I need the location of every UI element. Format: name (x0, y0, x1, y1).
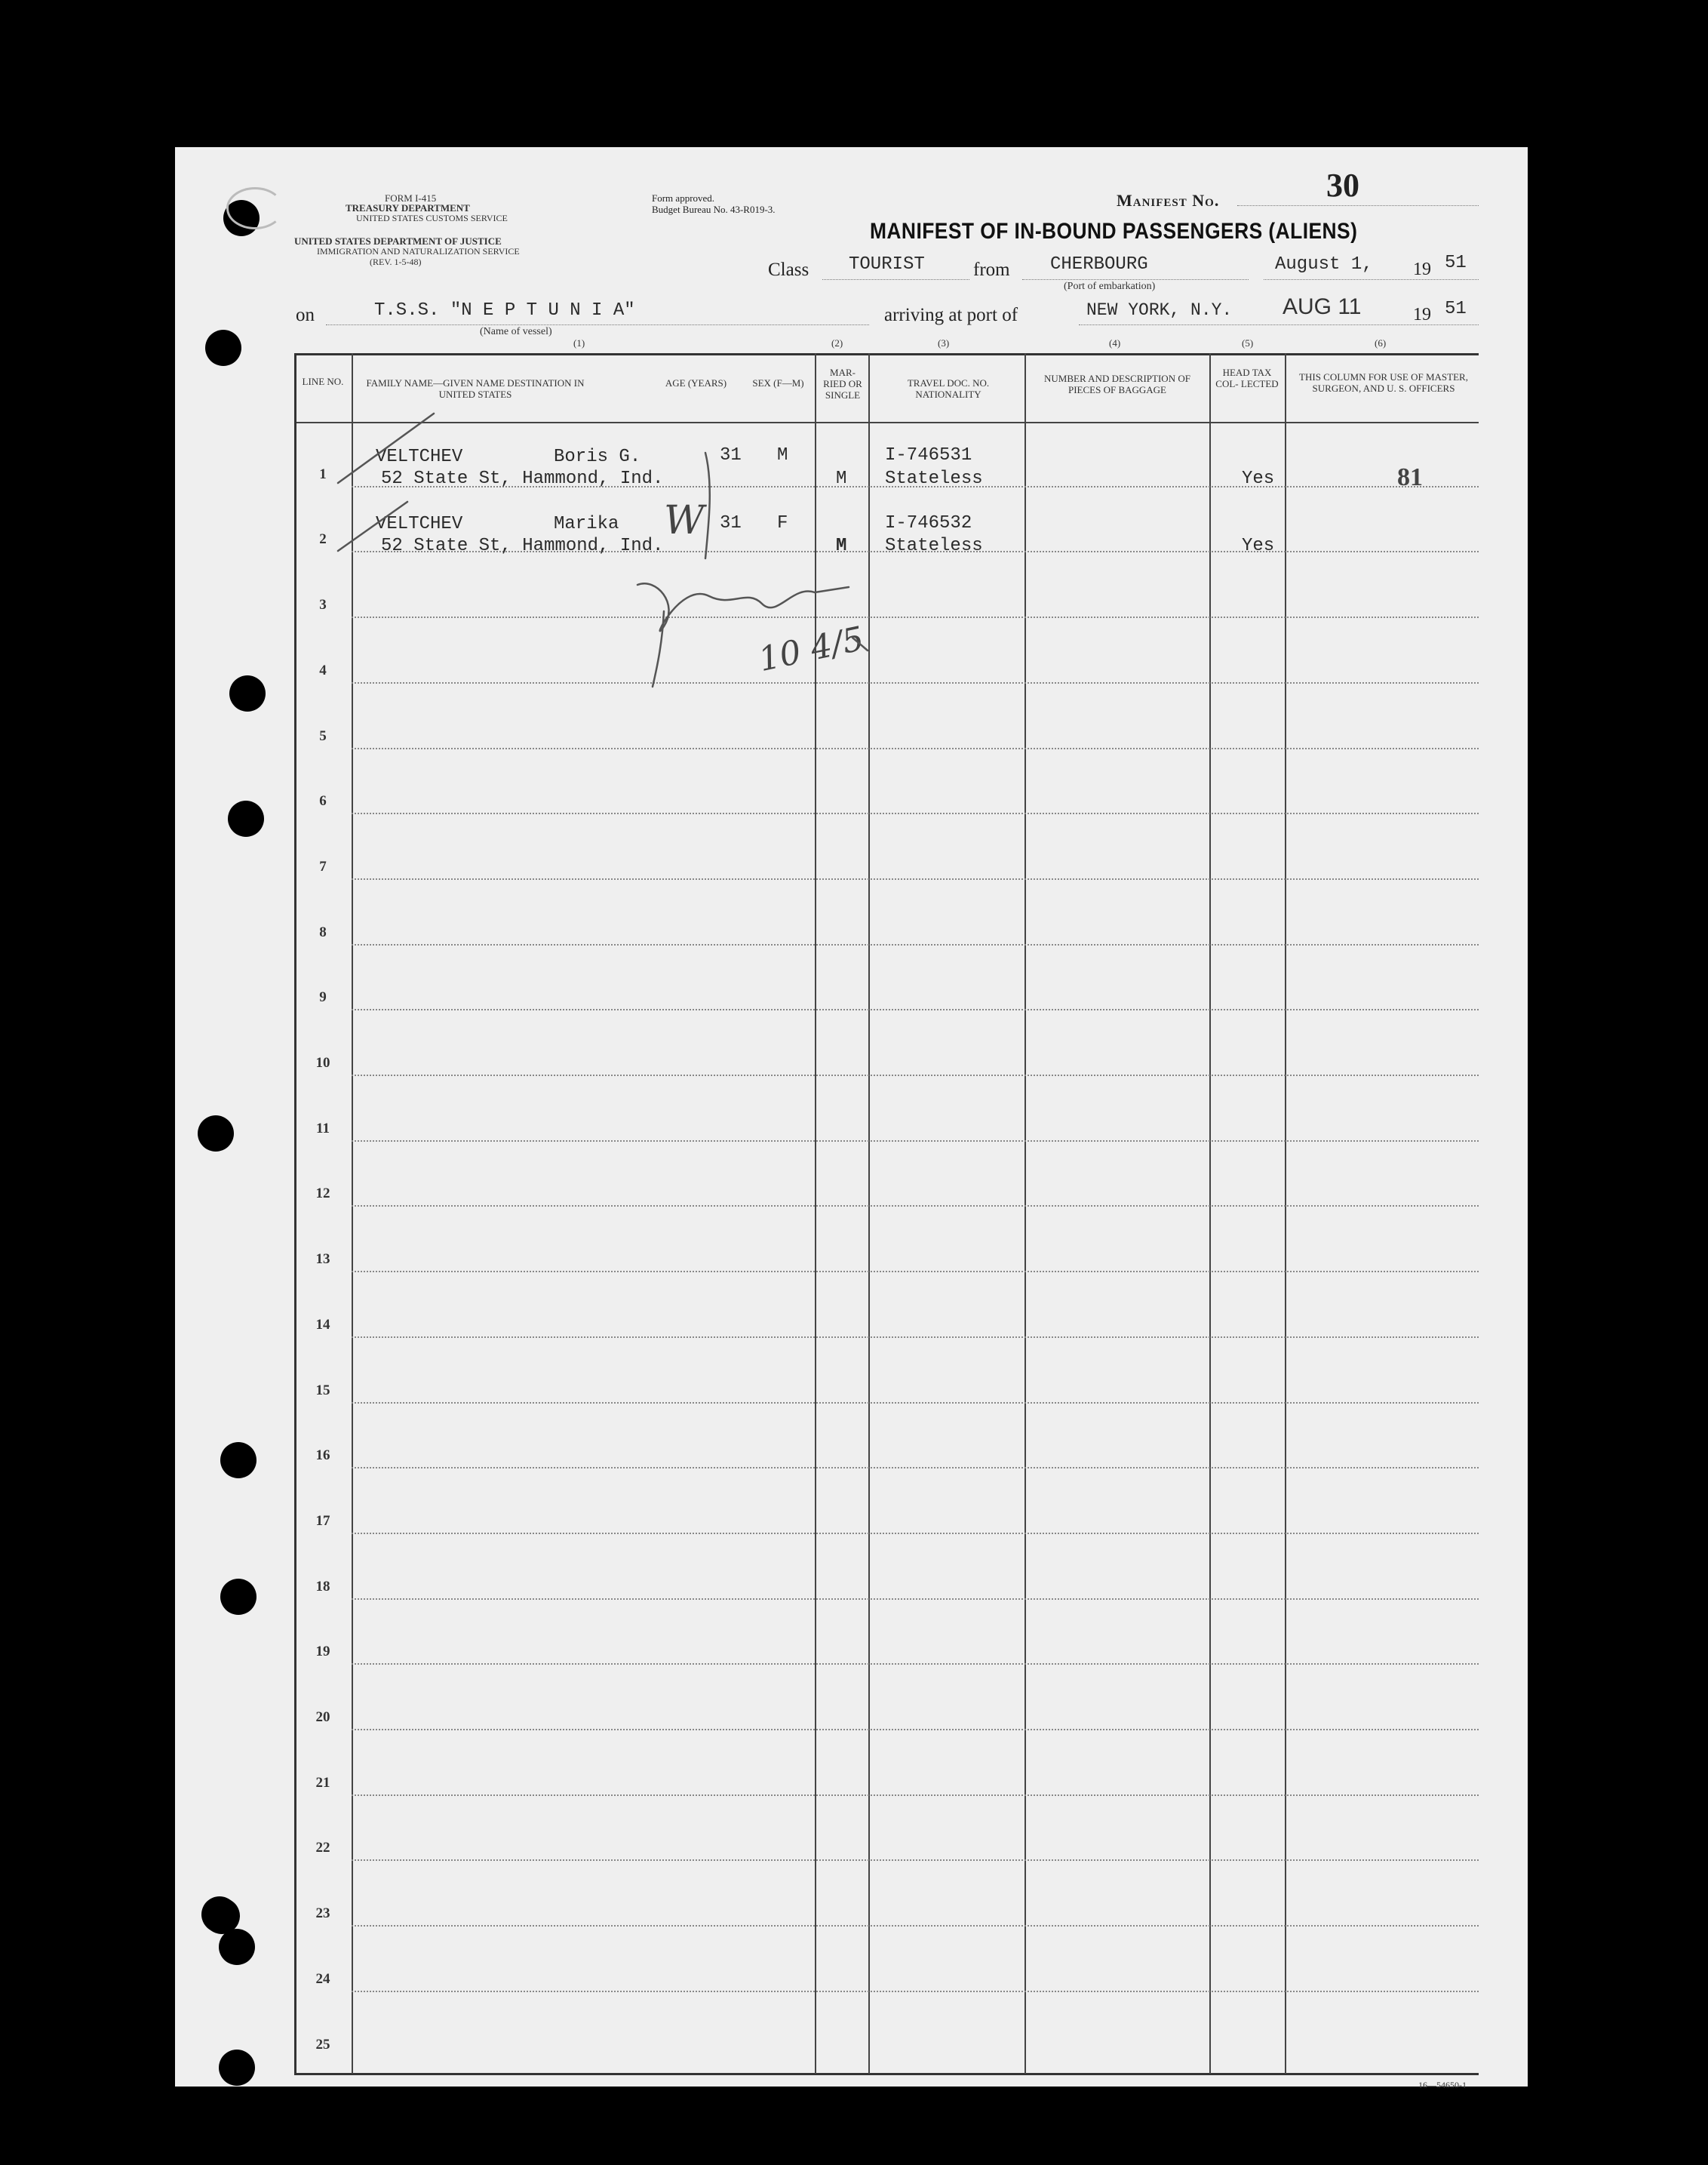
row-rule (352, 1859, 1479, 1861)
form-approved: Form approved. (652, 192, 715, 204)
header-officers: THIS COLUMN FOR USE OF MASTER, SURGEON, AND U. S. OFFICERS (1299, 371, 1468, 394)
line-number: 5 (319, 727, 327, 744)
punch-hole (198, 1115, 234, 1152)
row-rule (352, 1794, 1479, 1796)
line-number: 23 (315, 1905, 330, 1922)
from-label: from (973, 260, 1010, 280)
header-travel-doc: TRAVEL DOC. NO. NATIONALITY (907, 377, 990, 400)
line-number: 12 (315, 1186, 330, 1202)
treasury-department: TREASURY DEPARTMENT (346, 202, 470, 214)
form-number: FORM I-415 (385, 192, 437, 204)
port-embark-caption: (Port of embarkation) (1064, 281, 1156, 292)
column-divider-travel (1024, 353, 1026, 2074)
header-sex: SEX (F—M) (752, 377, 804, 389)
row-rule (352, 1533, 1479, 1534)
vessel-caption: (Name of vessel) (480, 326, 552, 337)
row-rule (352, 1663, 1479, 1665)
row-rule (352, 1140, 1479, 1142)
passenger-2-family-name: VELTCHEV (376, 514, 463, 534)
vessel-underline (326, 324, 869, 325)
line-number: 18 (315, 1578, 330, 1595)
punch-hole (205, 330, 241, 366)
row-rule (352, 1991, 1479, 1992)
line-number: 14 (315, 1316, 330, 1333)
column-number-1: (1) (573, 337, 585, 349)
line-number: 11 (316, 1120, 330, 1136)
arrival-year: 51 (1445, 299, 1467, 319)
manifest-no-label: Manifest No. (1117, 191, 1220, 210)
customs-service: UNITED STATES CUSTOMS SERVICE (356, 213, 508, 223)
passenger-1-travel-doc: I-746531 (885, 445, 972, 466)
line-number: 8 (319, 924, 327, 940)
header-baggage: NUMBER AND DESCRIPTION OF PIECES OF BAGGAGE (1044, 373, 1190, 395)
punch-hole (228, 801, 264, 837)
on-label: on (296, 305, 315, 325)
header-line-no: LINE NO. (302, 376, 344, 387)
passenger-2-age: 31 (720, 513, 742, 534)
arrival-date: AUG 11 (1283, 294, 1362, 319)
departure-year-prefix: 19 (1413, 260, 1431, 279)
row-rule (352, 1467, 1479, 1468)
date-underline (1264, 279, 1479, 280)
header-age: AGE (YEARS) (665, 377, 727, 389)
row-rule (352, 944, 1479, 946)
arriving-label: arriving at port of (884, 305, 1018, 325)
column-number-3: (3) (938, 337, 950, 349)
column-number-6: (6) (1375, 337, 1387, 349)
line-number: 13 (315, 1251, 330, 1268)
line-number: 24 (315, 1970, 330, 1987)
header-married: MAR- RIED OR SINGLE (823, 367, 862, 401)
header-head-tax: HEAD TAX COL- LECTED (1215, 367, 1279, 389)
ins-service: IMMIGRATION AND NATURALIZATION SERVICE (317, 246, 520, 257)
arrival-underline (1079, 324, 1479, 325)
line-number: 9 (319, 989, 327, 1006)
manifest-no-value: 30 (1326, 167, 1359, 204)
from-underline (1022, 279, 1249, 280)
row-rule (352, 1205, 1479, 1207)
table-left-border (294, 353, 296, 2074)
manifest-title: MANIFEST OF IN-BOUND PASSENGERS (ALIENS) (870, 219, 1358, 244)
line-number: 21 (315, 1774, 330, 1791)
punch-hole (229, 675, 266, 712)
arrival-year-prefix: 19 (1413, 305, 1431, 324)
class-label: Class (768, 260, 809, 280)
vessel-name: T.S.S. "N E P T U N I A" (374, 300, 635, 321)
column-divider-line (352, 353, 353, 2074)
passenger-2-destination: 52 State St, Hammond, Ind. (381, 536, 664, 556)
departure-year: 51 (1445, 253, 1467, 273)
passenger-1-officer-note: 81 (1397, 463, 1423, 491)
punch-hole (219, 2050, 255, 2086)
line-number: 25 (315, 2036, 330, 2053)
row-rule (352, 682, 1479, 684)
row-rule (352, 1009, 1479, 1010)
revision: (REV. 1-5-48) (370, 257, 422, 267)
budget-bureau: Budget Bureau No. 43-R019-3. (652, 204, 776, 215)
line-number: 20 (315, 1709, 330, 1725)
handwritten-w: W (664, 498, 705, 543)
arrival-port: NEW YORK, N.Y. (1086, 300, 1233, 320)
line-number: 16 (315, 1447, 330, 1464)
passenger-1-age: 31 (720, 445, 742, 466)
passenger-1-destination: 52 State St, Hammond, Ind. (381, 469, 664, 489)
column-divider-name (815, 353, 816, 2074)
passenger-2-given-name: Marika (554, 514, 619, 534)
passenger-1-head-tax: Yes (1242, 469, 1275, 489)
line-number: 1 (319, 466, 327, 482)
line-number: 10 (315, 1055, 330, 1071)
footer-code: 16—54650-1 (1418, 2080, 1467, 2090)
departure-date: August 1, (1275, 254, 1373, 275)
punch-hole (220, 1579, 257, 1615)
class-underline (822, 279, 969, 280)
passenger-1-nationality: Stateless (885, 469, 983, 489)
column-divider-tax (1285, 353, 1286, 2074)
column-divider-married (868, 353, 870, 2074)
row-rule (352, 1336, 1479, 1338)
passenger-1-marital: M (836, 469, 847, 489)
column-number-5: (5) (1242, 337, 1254, 349)
column-number-2: (2) (831, 337, 843, 349)
table-bottom-border (294, 2073, 1479, 2075)
passenger-2-nationality: Stateless (885, 536, 983, 556)
passenger-2-sex: F (777, 513, 788, 534)
passenger-2-travel-doc: I-746532 (885, 513, 972, 534)
line-number: 6 (319, 793, 327, 810)
column-number-4: (4) (1109, 337, 1121, 349)
manifest-no-underline (1237, 205, 1479, 206)
row-rule (352, 1402, 1479, 1404)
line-number: 17 (315, 1512, 330, 1529)
row-rule (352, 878, 1479, 880)
passenger-1-given-name: Boris G. (554, 447, 641, 467)
row-rule (352, 1271, 1479, 1272)
passenger-2-marital: M (836, 536, 847, 556)
line-number: 2 (319, 531, 327, 548)
row-rule (352, 1598, 1479, 1600)
line-number: 3 (319, 597, 327, 614)
line-number: 22 (315, 1840, 330, 1856)
passenger-1-sex: M (777, 445, 788, 466)
passenger-2-head-tax: Yes (1242, 536, 1275, 556)
justice-department: UNITED STATES DEPARTMENT OF JUSTICE (294, 235, 502, 247)
row-rule (352, 1075, 1479, 1076)
column-divider-baggage (1209, 353, 1211, 2074)
punch-hole (220, 1442, 257, 1478)
line-number: 15 (315, 1382, 330, 1398)
row-rule (352, 617, 1479, 618)
row-rule (352, 748, 1479, 749)
from-value: CHERBOURG (1050, 254, 1148, 275)
row-rule (352, 813, 1479, 814)
table-top-border (294, 353, 1479, 355)
row-rule (352, 1925, 1479, 1927)
line-number: 19 (315, 1644, 330, 1660)
punch-hole (219, 1929, 255, 1965)
header-row-border (294, 422, 1479, 423)
row-rule (352, 1729, 1479, 1730)
handwritten-fraction: 10 4/5 (755, 619, 868, 680)
corner-mark (226, 187, 284, 229)
header-name: FAMILY NAME—GIVEN NAME DESTINATION IN UNITED STATES (366, 377, 585, 400)
class-value: TOURIST (849, 254, 925, 275)
line-number: 7 (319, 858, 327, 875)
line-number: 4 (319, 662, 327, 678)
passenger-1-family-name: VELTCHEV (376, 447, 463, 467)
